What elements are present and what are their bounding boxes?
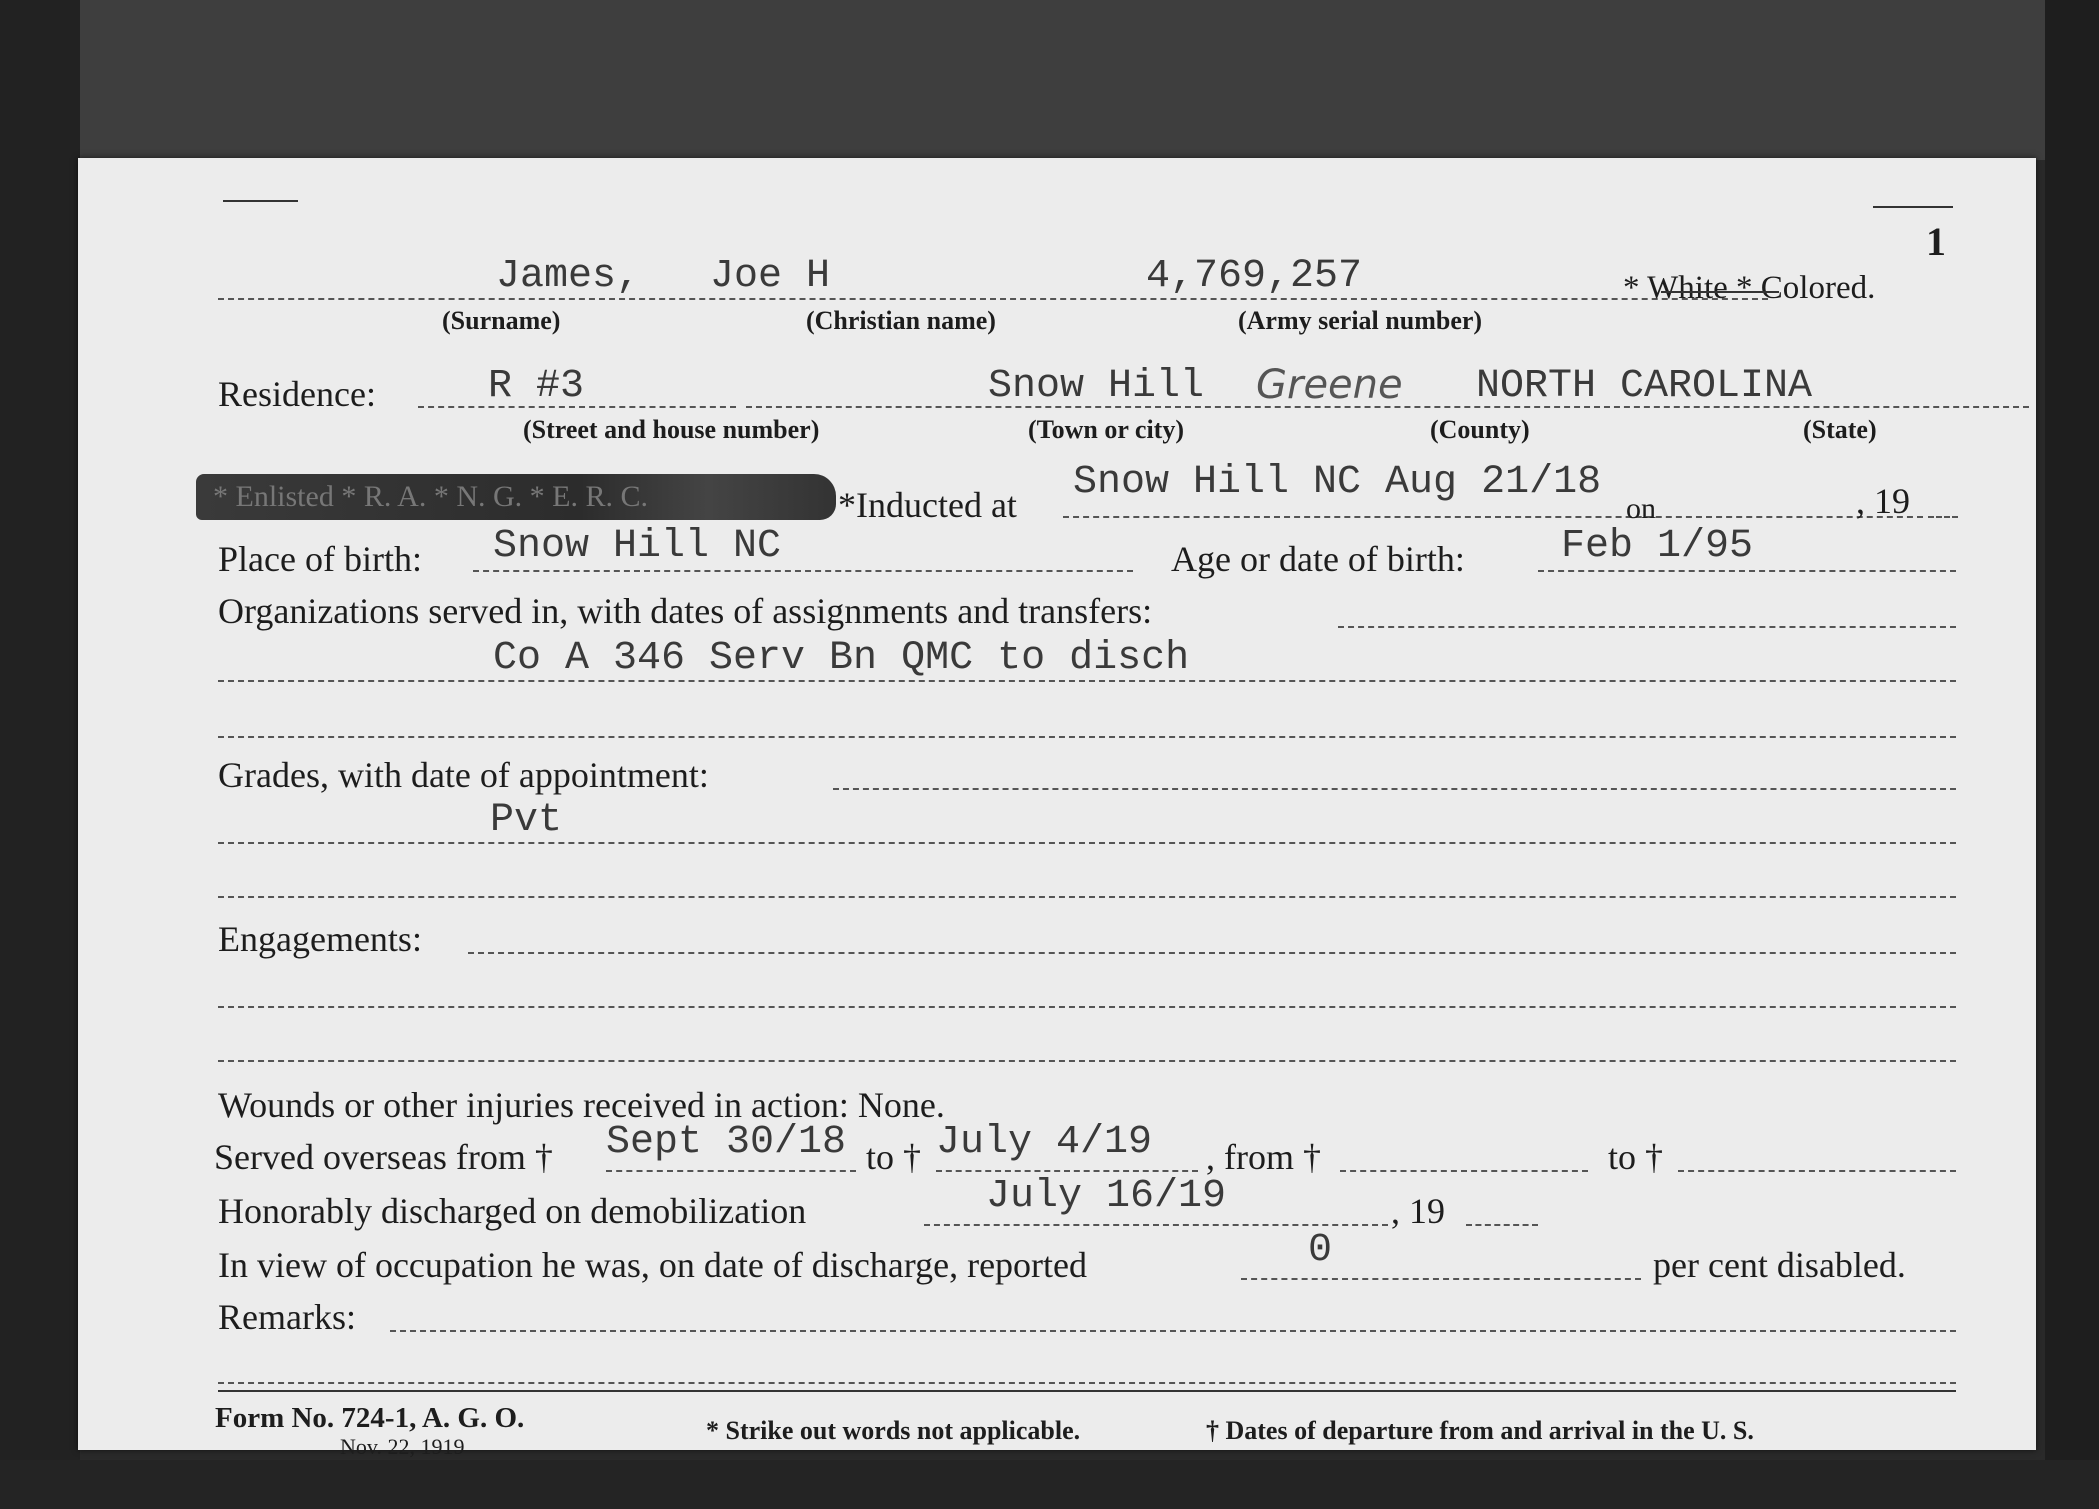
served-overseas-label: Served overseas from †: [214, 1137, 553, 1177]
inducted-on-label: on: [1626, 492, 1656, 525]
race-options: * White * Colored.: [1623, 270, 1876, 306]
form-date: Nov. 22, 1919: [340, 1434, 465, 1459]
wounds-label: Wounds or other injuries received in action: None.: [218, 1085, 945, 1125]
served-overseas-to-line: [936, 1170, 1198, 1172]
age-or-date-of-birth-line: [1538, 570, 1956, 572]
grades-line-3: [218, 896, 1956, 898]
engagements-line-1: [468, 952, 1956, 954]
residence-state-value: NORTH CAROLINA: [1476, 364, 1813, 409]
disability-label: In view of occupation he was, on date of discharge, reported: [218, 1245, 1088, 1285]
caption-surname: (Surname): [442, 306, 561, 335]
discharged-line: [924, 1224, 1388, 1226]
engagements-line-3: [218, 1060, 1956, 1062]
caption-county: (County): [1430, 415, 1530, 444]
remarks-line-1: [390, 1330, 1956, 1332]
caption-street: (Street and house number): [523, 415, 820, 444]
christian-name-value: Joe H: [710, 254, 831, 299]
disability-suffix: per cent disabled.: [1653, 1245, 1906, 1285]
remarks-line-2: [218, 1382, 1956, 1384]
organizations-value: Co A 346 Serv Bn QMC to disch: [493, 636, 1190, 681]
organizations-line-1: [1338, 626, 1956, 628]
residence-street-value: R #3: [488, 364, 585, 409]
scanner-background-top: [0, 0, 2099, 160]
inducted-at-value: Snow Hill NC Aug 21/18: [1073, 460, 1602, 505]
card-number: 1: [1926, 219, 1946, 264]
residence-label: Residence:: [218, 374, 376, 414]
inducted-at-label: *Inducted at: [838, 485, 1017, 525]
organizations-label: Organizations served in, with dates of assignments and transfers:: [218, 591, 1153, 631]
served-overseas-from2-label: , from †: [1206, 1137, 1321, 1177]
served-overseas-to2-label: to †: [1608, 1137, 1664, 1177]
caption-state: (State): [1803, 415, 1877, 444]
grades-line-2: [218, 842, 1956, 844]
top-left-rule: [223, 200, 298, 202]
footer-rule: [218, 1390, 1956, 1392]
grades-label: Grades, with date of appointment:: [218, 755, 709, 795]
caption-christian-name: (Christian name): [806, 306, 996, 335]
engagements-label: Engagements:: [218, 919, 422, 959]
remarks-label: Remarks:: [218, 1297, 356, 1337]
organizations-line-3: [218, 736, 1956, 738]
served-overseas-from-line: [606, 1170, 856, 1172]
discharged-value: July 16/19: [986, 1174, 1227, 1219]
grades-value: Pvt: [490, 798, 563, 843]
discharged-label: Honorably discharged on demobilization: [218, 1191, 807, 1231]
dates-note: † Dates of departure from and arrival in the U. S.: [1206, 1416, 1754, 1445]
engagements-line-2: [218, 1006, 1956, 1008]
served-overseas-from-value: Sept 30/18: [606, 1120, 847, 1165]
served-overseas-to2-line: [1678, 1170, 1956, 1172]
served-overseas-to-value: July 4/19: [936, 1120, 1153, 1165]
race-strikeout: [1661, 291, 1779, 293]
scanner-background-left: [0, 0, 80, 1509]
service-record-card: [78, 158, 2036, 1459]
served-overseas-to-label: to †: [866, 1137, 922, 1177]
discharged-year-line: [1466, 1224, 1538, 1226]
surname-value: James,: [496, 254, 641, 299]
strike-out-note: * Strike out words not applicable.: [706, 1416, 1081, 1445]
top-right-rule: [1873, 206, 1953, 208]
residence-town-value: Snow Hill: [988, 364, 1205, 409]
inducted-year-suffix: , 19: [1856, 481, 1910, 521]
caption-serial-number: (Army serial number): [1238, 306, 1483, 335]
place-of-birth-label: Place of birth:: [218, 539, 422, 579]
form-number: Form No. 724-1, A. G. O.: [215, 1402, 525, 1434]
enlisted-struck-options: * Enlisted * R. A. * N. G. * E. R. C.: [213, 480, 649, 513]
age-or-date-of-birth-label: Age or date of birth:: [1171, 539, 1465, 579]
residence-county-value: Greene: [1256, 362, 1403, 408]
serial-number-value: 4,769,257: [1146, 254, 1363, 299]
inducted-at-line: [1063, 516, 1923, 518]
caption-town: (Town or city): [1028, 415, 1184, 444]
place-of-birth-value: Snow Hill NC: [493, 524, 782, 569]
served-overseas-from2-line: [1340, 1170, 1588, 1172]
scanner-background-bottom: [0, 1460, 2099, 1509]
inducted-year-line: [1928, 516, 1958, 518]
scanner-background-right: [2045, 0, 2099, 1509]
name-line: [218, 298, 1768, 300]
disability-line: [1241, 1278, 1641, 1280]
place-of-birth-line: [473, 570, 1133, 572]
grades-line-1: [833, 788, 1956, 790]
discharged-year-suffix: , 19: [1391, 1191, 1445, 1231]
age-or-date-of-birth-value: Feb 1/95: [1561, 524, 1754, 569]
disability-value: 0: [1308, 1228, 1333, 1273]
